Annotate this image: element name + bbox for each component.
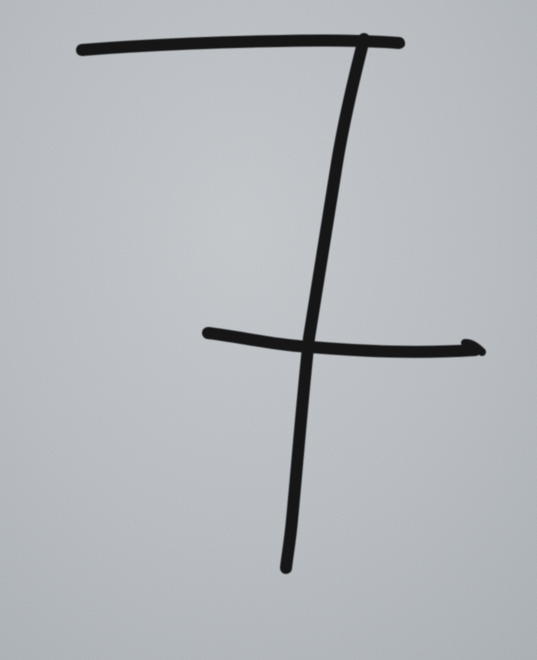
top-right-ink-tail: [383, 42, 401, 44]
